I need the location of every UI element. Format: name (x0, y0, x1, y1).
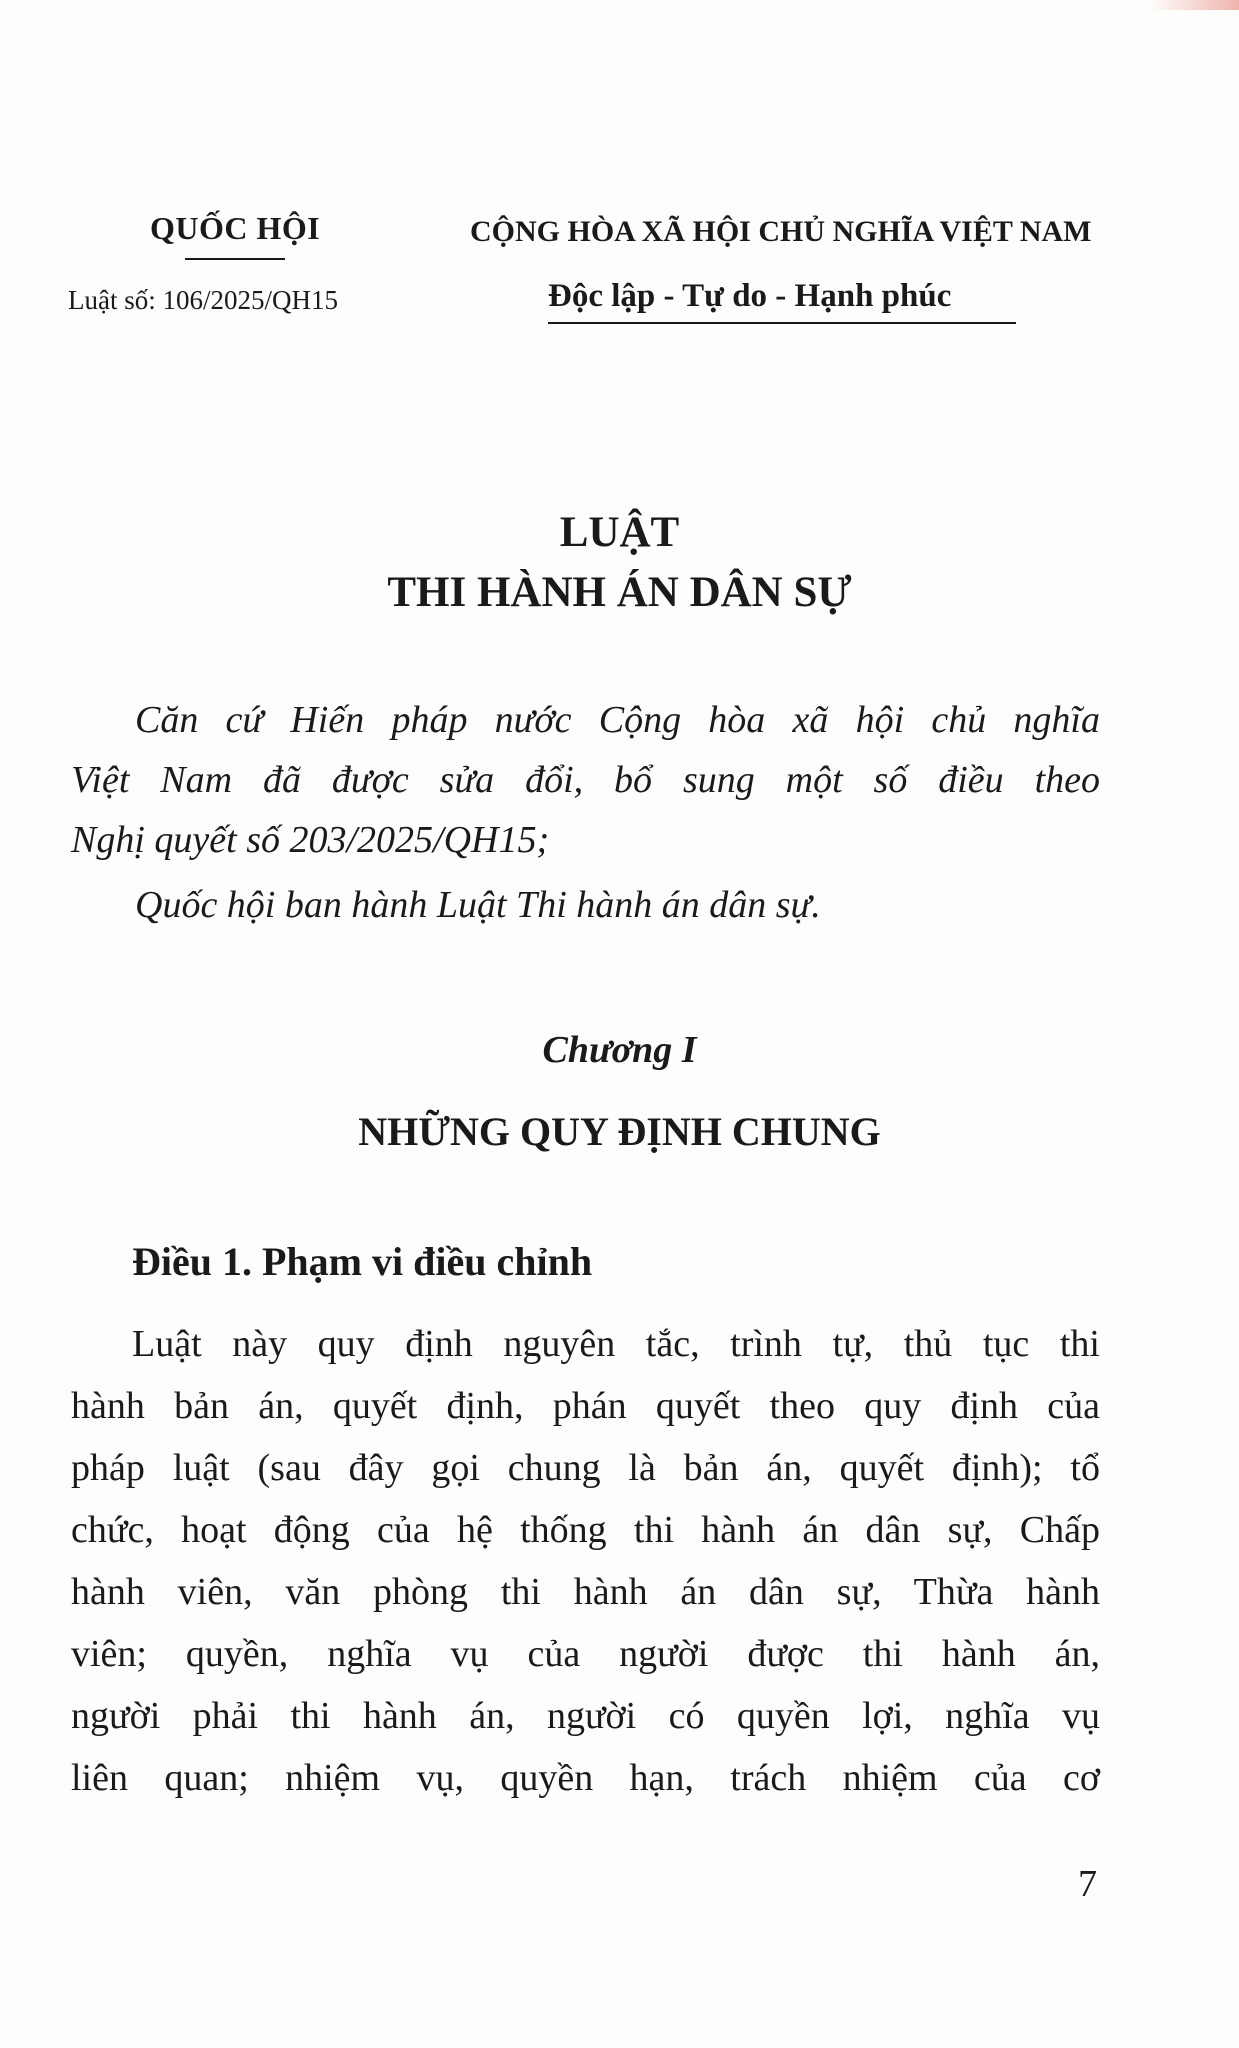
article-body-line: người phải thi hành án, người có quyền lợi, nghĩa vụ (71, 1695, 1100, 1737)
issuer-underline (185, 258, 285, 260)
article-body-line: hành viên, văn phòng thi hành án dân sự, Thừa hành (71, 1571, 1100, 1613)
article-body-line: chức, hoạt động của hệ thống thi hành án dân sự, Chấp (71, 1509, 1100, 1551)
preamble-line: Việt Nam đã được sửa đổi, bổ sung một số điều theo (71, 759, 1100, 801)
issuer-name: QUỐC HỘI (150, 210, 321, 246)
national-motto: Độc lập - Tự do - Hạnh phúc (548, 278, 952, 314)
preamble-line: Căn cứ Hiến pháp nước Cộng hòa xã hội chủ nghĩa (135, 699, 1100, 741)
chapter-number: Chương I (542, 1029, 697, 1071)
document-type: LUẬT (559, 509, 680, 556)
preamble-line: Nghị quyết số 203/2025/QH15; (71, 819, 550, 861)
national-title: CỘNG HÒA XÃ HỘI CHỦ NGHĨA VIỆT NAM (470, 215, 1092, 248)
preamble-line: Quốc hội ban hành Luật Thi hành án dân sự. (135, 884, 821, 926)
article-heading: Điều 1. Phạm vi điều chỉnh (132, 1239, 593, 1284)
article-body-line: viên; quyền, nghĩa vụ của người được thi hành án, (71, 1633, 1100, 1675)
scan-edge-mark (1150, 0, 1239, 10)
article-body-line: pháp luật (sau đây gọi chung là bản án, quyết định); tổ (71, 1447, 1100, 1489)
article-body-line: liên quan; nhiệm vụ, quyền hạn, trách nhiệm của cơ (71, 1757, 1100, 1799)
page-number: 7 (1078, 1863, 1097, 1905)
article-body-line: hành bản án, quyết định, phán quyết theo quy định của (71, 1385, 1100, 1427)
document-title: THI HÀNH ÁN DÂN SỰ (387, 569, 852, 616)
law-number: Luật số: 106/2025/QH15 (68, 285, 338, 315)
article-body-line: Luật này quy định nguyên tắc, trình tự, thủ tục thi (132, 1323, 1100, 1365)
motto-underline (548, 322, 1016, 324)
chapter-title: NHỮNG QUY ĐỊNH CHUNG (358, 1109, 881, 1154)
